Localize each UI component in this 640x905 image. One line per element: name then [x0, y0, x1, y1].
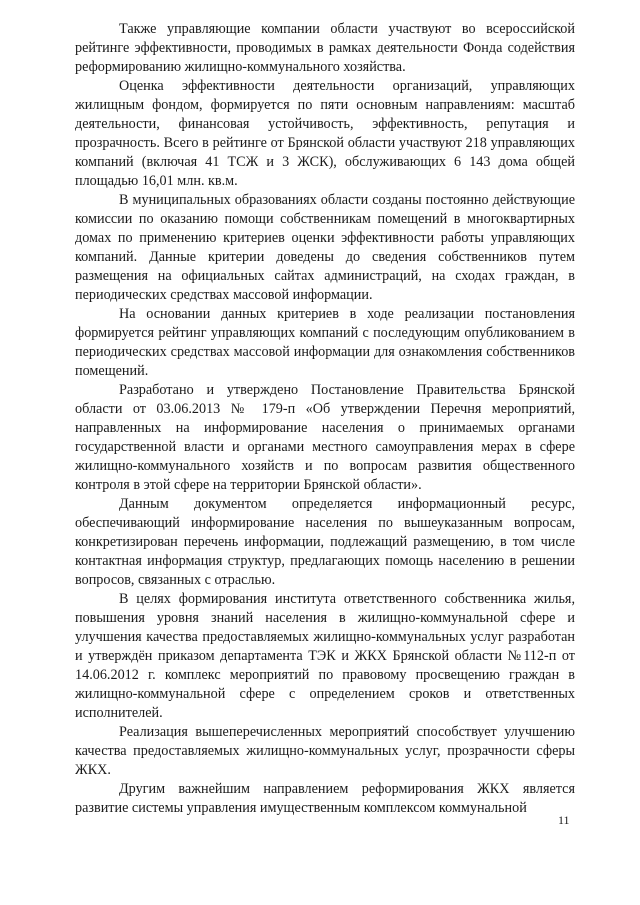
paragraph: Реализация вышеперечисленных мероприятий способствует улучшению качества предоставляемых жилищно-коммунальных услуг, прозрачности сферы ЖКХ. — [75, 724, 575, 778]
page-number: 11 — [558, 813, 570, 827]
paragraph: На основании данных критериев в ходе реализации постановления формируется рейтинг управляющих компаний с последующим опубликованием в периодических средствах массовой информации для ознакомления собственников помещений. — [75, 306, 575, 379]
paragraph: Другим важнейшим направлением реформирования ЖКХ является развитие системы управления имущественным комплексом коммунальной — [75, 781, 575, 816]
paragraph: В муниципальных образованиях области созданы постоянно действующие комиссии по оказанию помощи собственникам помещений в многоквартирных домах по применению критериев оценки эффективности работы управляющих компаний. Данные критерии доведены до сведения собственников путем размещения на официальных сайтах администраций, на сходах граждан, в периодических средствах массовой информации. — [75, 192, 575, 303]
paragraph: Также управляющие компании области участвуют во всероссийской рейтинге эффективности, проводимых в рамках деятельности Фонда содействия реформированию жилищно-коммунального хозяйства. — [75, 21, 575, 75]
paragraph: Данным документом определяется информационный ресурс, обеспечивающий информирование населения по вышеуказанным вопросам, конкретизирован перечень информации, подлежащий размещению, в том числе контактная информация структур, предлагающих помощь населению в решении вопросов, связанных с отраслью. — [75, 496, 575, 588]
paragraph: Разработано и утверждено Постановление Правительства Брянской области от 03.06.2013 № 179-п «Об утверждении Перечня мероприятий, направленных на информирование населения о принимаемых органами государственной власти и органами местного самоуправления мерах в сфере жилищно-коммунального хозяйств и по вопросам развития общественного контроля в этой сфере на территории Брянской области». — [75, 382, 575, 493]
paragraph: В целях формирования института ответственного собственника жилья, повышения уровня знаний населения в жилищно-коммунальной сфере и улучшения качества предоставляемых жилищно-коммунальных услуг разработан и утверждён приказом департамента ТЭК и ЖКХ Брянской области №112-п от 14.06.2012 г. комплекс мероприятий по правовому просвещению граждан в жилищно-коммунальной сфере с определением сроков и ответственных исполнителей. — [75, 591, 575, 721]
paragraph: Оценка эффективности деятельности организаций, управляющих жилищным фондом, формируется по пяти основным направлениям: масштаб деятельности, финансовая устойчивость, эффективность, репутация и прозрачность. Всего в рейтинге от Брянской области участвуют 218 управляющих компаний (включая 41 ТСЖ и 3 ЖСК), обслуживающих 6 143 дома общей площадью 16,01 млн. кв.м. — [75, 78, 575, 189]
body-text — [75, 20, 575, 818]
